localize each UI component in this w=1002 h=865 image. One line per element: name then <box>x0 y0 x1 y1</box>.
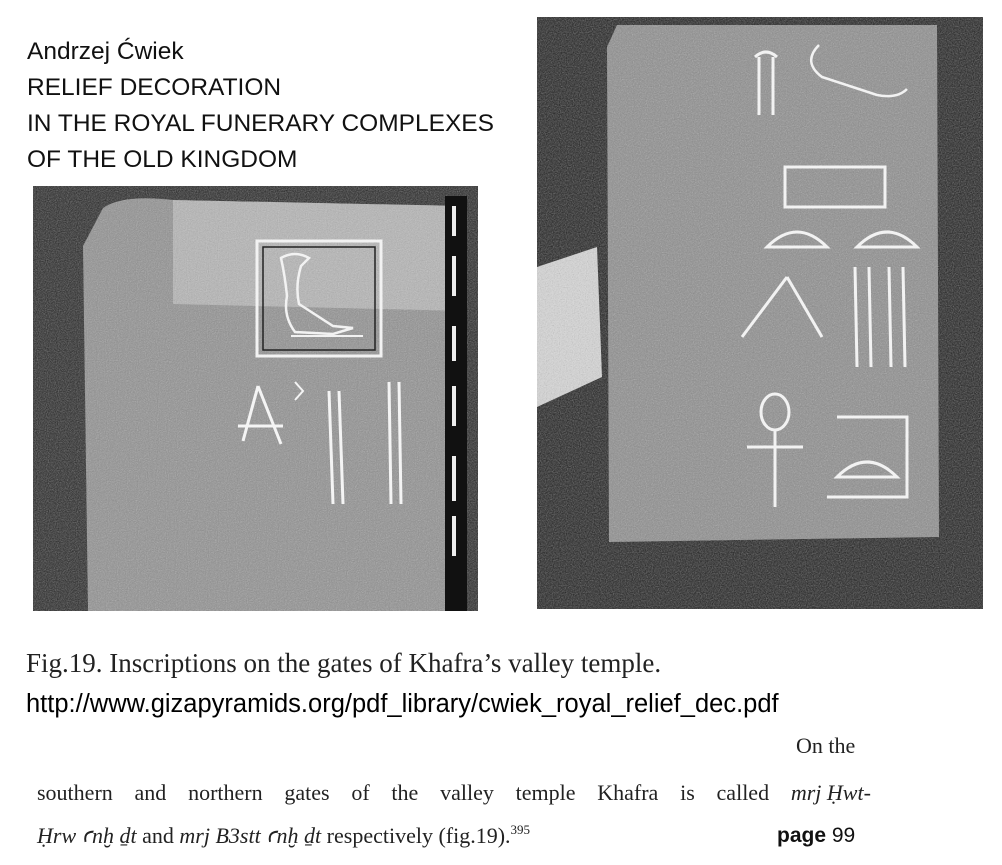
title-line-3: OF THE OLD KINGDOM <box>27 146 298 173</box>
word: valley <box>440 780 494 805</box>
word: is <box>680 780 695 805</box>
respectively-text: respectively (fig.19). <box>321 823 511 848</box>
title-line-1: RELIEF DECORATION <box>27 74 282 101</box>
word: gates <box>284 780 330 805</box>
page-label: page <box>777 824 827 847</box>
source-url[interactable]: http://www.gizapyramids.org/pdf_library/cwiek_royal_relief_dec.pdf <box>26 690 779 718</box>
name-b3stt: mrj B3stt ꜥnḫ ḏt <box>179 823 322 848</box>
footnote-marker[interactable]: 395 <box>510 822 531 837</box>
conjunction: and <box>136 823 180 848</box>
word: the <box>391 780 419 805</box>
word: of <box>351 780 370 805</box>
body-line-1: On the <box>796 733 856 758</box>
page-number-value: 99 <box>831 824 856 847</box>
word-italic: mrj Ḥwt- <box>790 780 871 805</box>
body-line-3 <box>37 822 530 849</box>
title-line-2: IN THE ROYAL FUNERARY COMPLEXES <box>27 110 494 137</box>
word: southern <box>37 780 113 805</box>
body-line-2 <box>37 780 871 806</box>
word: called <box>716 780 770 805</box>
word: and <box>134 780 167 805</box>
figure-caption: Fig.19. Inscriptions on the gates of Khafra’s valley temple. <box>26 648 662 678</box>
book-header <box>27 34 527 178</box>
photo-southern-gate <box>33 186 478 611</box>
name-hwt-hrw: Ḥrw ꜥnḫ ḏt <box>37 823 137 848</box>
author-name: Andrzej Ćwiek <box>27 38 184 65</box>
southern-gate-relief-image <box>33 186 478 611</box>
word: Khafra <box>597 780 659 805</box>
photo-northern-gate <box>537 17 983 609</box>
page-number <box>777 824 855 848</box>
northern-gate-relief-image <box>537 17 983 609</box>
word: northern <box>188 780 263 805</box>
word: temple <box>515 780 576 805</box>
